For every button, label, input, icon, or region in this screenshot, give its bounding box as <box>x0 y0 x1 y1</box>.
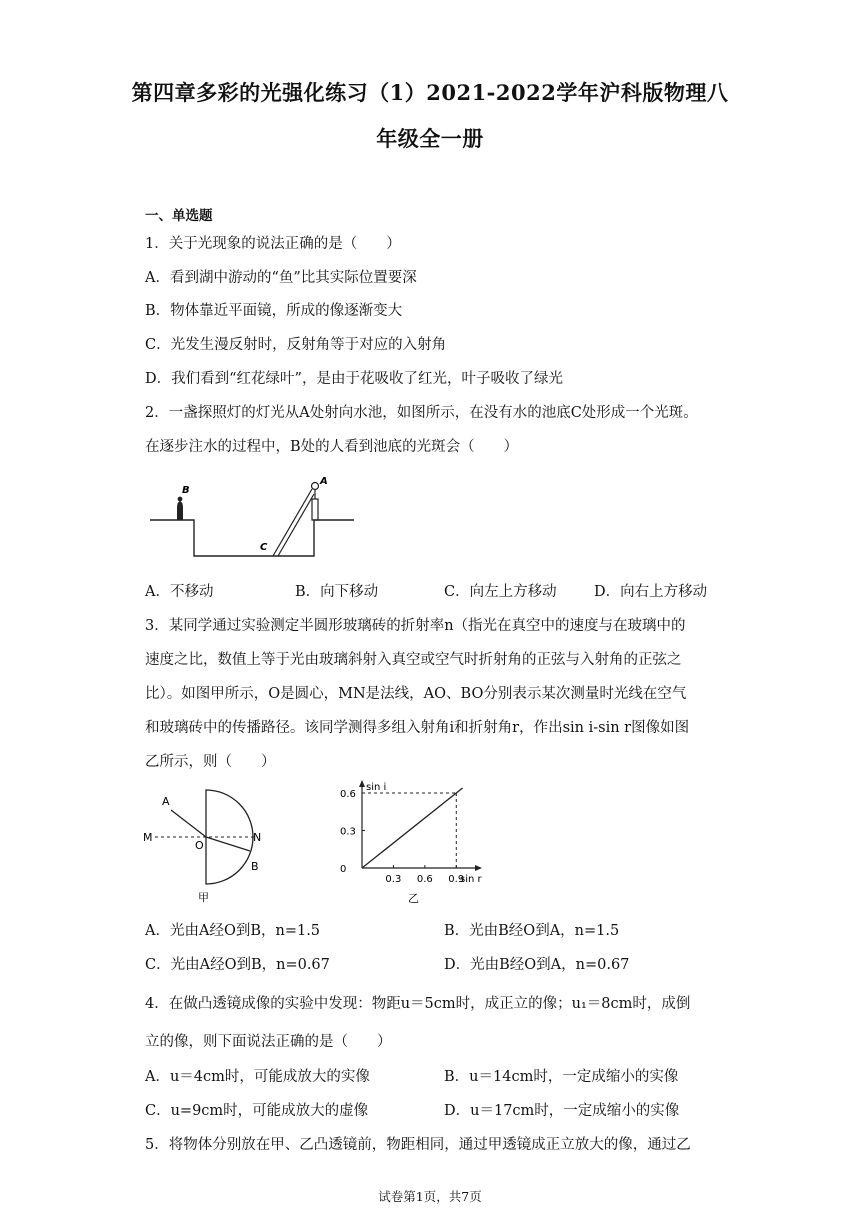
q3-figure-yi-chart <box>330 778 495 908</box>
x-tick-label: 0.9 <box>448 874 465 885</box>
q4-option-b: B．u＝14cm时，一定成缩小的实像 <box>444 1069 679 1085</box>
label-b: B <box>182 485 190 496</box>
q1-option-a: A．看到湖中游动的“鱼”比其实际位置要深 <box>145 270 417 286</box>
q3-stem-line3: 比）。如图甲所示，O是圆心，MN是法线，AO、BO分别表示某次测量时光线在空气 <box>145 686 687 702</box>
q1-option-d: D．我们看到“红花绿叶”，是由于花吸收了红光，叶子吸收了绿光 <box>145 371 563 387</box>
q3-stem-line5: 乙所示，则（ ） <box>145 754 276 770</box>
person-b-silhouette <box>177 501 183 520</box>
y-tick-label: 0.6 <box>340 789 356 800</box>
section-heading: 一、单选题 <box>145 208 213 224</box>
q1-option-c: C．光发生漫反射时，反射角等于对应的入射角 <box>145 337 447 353</box>
q2-stem-line1: 2．一盏探照灯的灯光从A处射向水池，如图所示，在没有水的池底C处形成一个光斑。 <box>145 405 698 421</box>
q2-pool-figure <box>148 474 358 558</box>
x-axis-label: sin r <box>460 874 482 885</box>
q3-figure-jia <box>140 783 275 908</box>
q4-option-d: D．u＝17cm时，一定成缩小的实像 <box>444 1103 680 1119</box>
ray-ob <box>206 837 250 851</box>
q3-stem-line1: 3．某同学通过实验测定半圆形玻璃砖的折射率n（指光在真空中的速度与在玻璃中的 <box>145 618 686 634</box>
q3-stem-line4: 和玻璃砖中的传播路径。该同学测得多组入射角i和折射角r，作出sin i-sin r图像如图 <box>145 720 690 736</box>
label-m: M <box>143 831 153 844</box>
q2-stem-line2: 在逐步注水的过程中，B处的人看到池底的光斑会（ ） <box>145 439 519 455</box>
page-title-line1: 第四章多彩的光强化练习（1）2021-2022学年沪科版物理八 <box>131 80 729 105</box>
q4-stem-line2: 立的像，则下面说法正确的是（ ） <box>145 1034 392 1050</box>
label-c: C <box>260 542 268 553</box>
light-beam <box>273 489 312 556</box>
label-o: O <box>195 839 204 852</box>
y-axis-label: sin i <box>366 782 387 793</box>
q3-option-a: A．光由A经O到B，n=1.5 <box>145 923 321 939</box>
q1-stem: 1．关于光现象的说法正确的是（ ） <box>145 236 401 252</box>
q4-option-c: C．u=9cm时，可能成放大的虚像 <box>145 1103 369 1119</box>
q4-option-a: A．u＝4cm时，可能成放大的实像 <box>145 1069 370 1085</box>
q2-option-d: D．向右上方移动 <box>594 584 708 600</box>
q3-option-c: C．光由A经O到B，n=0.67 <box>145 957 330 973</box>
q3-option-b: B．光由B经O到A，n=1.5 <box>444 923 620 939</box>
y-tick-label: 0 <box>340 864 347 875</box>
label-b: B <box>251 860 259 873</box>
q2-option-a: A．不移动 <box>145 584 214 600</box>
q1-option-b: B．物体靠近平面镜，所成的像逐渐变大 <box>145 303 403 319</box>
y-tick-label: 0.3 <box>340 826 356 838</box>
lamp-a <box>312 483 319 490</box>
ray-ao <box>171 810 206 837</box>
q2-option-b: B．向下移动 <box>295 584 379 600</box>
series-line <box>362 788 463 868</box>
caption-jia: 甲 <box>198 891 209 904</box>
q3-stem-line2: 速度之比，数值上等于光由玻璃斜射入真空或空气时折射角的正弦与入射角的正弦之 <box>145 652 682 668</box>
q5-stem-line1: 5．将物体分别放在甲、乙凸透镜前，物距相同，通过甲透镜成正立放大的像，通过乙 <box>145 1137 691 1153</box>
label-a: A <box>162 795 170 808</box>
q4-stem-line1: 4．在做凸透镜成像的实验中发现：物距u＝5cm时，成正立的像；u₁＝8cm时，成倒 <box>145 996 691 1012</box>
caption-yi: 乙 <box>408 892 419 905</box>
x-tick-label: 0.3 <box>385 874 402 885</box>
x-tick-label: 0.6 <box>416 874 433 885</box>
page-title-line2: 年级全一册 <box>376 126 484 151</box>
q2-option-c: C．向左上方移动 <box>444 584 557 600</box>
label-a: A <box>320 476 328 487</box>
pool-outline <box>150 520 354 556</box>
q3-option-d: D．光由B经O到A，n=0.67 <box>444 957 630 973</box>
label-n: N <box>253 831 262 844</box>
page-footer: 试卷第1页，共7页 <box>378 1189 482 1204</box>
